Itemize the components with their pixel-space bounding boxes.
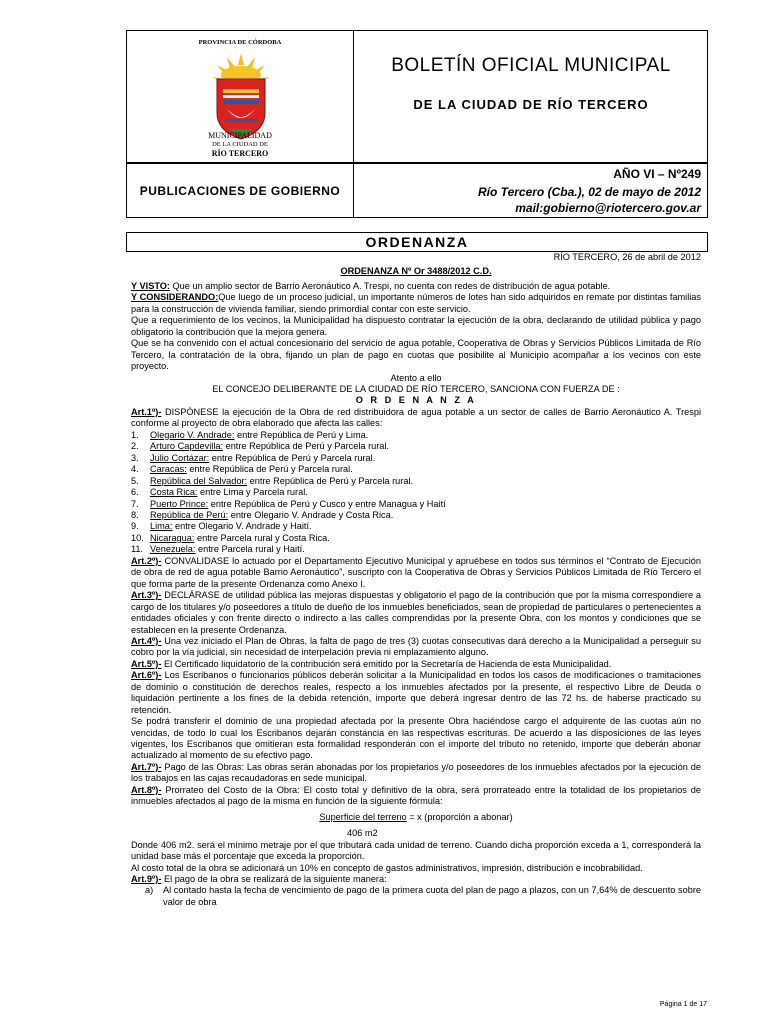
issue-number: AÑO VI – Nº249 [613, 167, 701, 181]
street-number: 5. [131, 475, 139, 486]
formula-numerator: Superficie del terreno [319, 811, 407, 822]
street-name: Caracas: [150, 464, 187, 475]
article-4 [131, 636, 701, 659]
article-3 [131, 590, 701, 636]
formula-denominator: 406 m2 [347, 828, 378, 839]
street-description: entre Parcela rural y Haití. [195, 544, 305, 555]
street-name: Costa Rica: [150, 487, 198, 498]
article-4-text: Una vez iniciado el Plan de Obras, la falta de pago de tres (3) cuotas consecutivas dará derecho a la Municipalidad a perseguir su cobro por la vía judicial, sin necesidad de interpelación previa ni emplazamiento alguno. [131, 635, 701, 658]
paragraph-transferir: Se podrá transferir el dominio de una propiedad afectada por la presente Obra haciéndose cargo el adquirente de las cuotas aún no vencidas, de todo lo cual los Escribanos dejarán constancia en las respectivas escrituras. De acuerdo a las disposiciones de las leyes vigentes, los Escribanos que omitieran esta formalidad responderán con el importe del tributo no retenido, importe que deberán abonar actualizado al momento de su efectivo pago. [131, 716, 701, 761]
street-list-item [131, 544, 701, 555]
article-4-label: Art.4º)- [131, 635, 162, 646]
publication-section: PUBLICACIONES DE GOBIERNO [139, 184, 341, 198]
street-entry [150, 521, 312, 532]
article-3-text: DECLÁRASE de utilidad pública las mejoras dispuestas y obligatorio el pago de la contribución que por la misma correspondiere a cargo de los titulares y/o poseedores a título de dueño de los inmuebles beneficiados, sean de propiedad de particulares o pertenecientes a entidades oficiales y con frente directo o indirecto a las calles comprendidas por la presente Obra, con los montos y condiciones que se establecen en la presente Ordenanza. [131, 590, 701, 635]
street-description: entre Lima y Parcela rural. [197, 487, 308, 498]
article-6 [131, 670, 701, 716]
street-number: 11. [131, 544, 144, 555]
bulletin-title: BOLETÍN OFICIAL MUNICIPAL [391, 55, 671, 76]
street-number: 9. [131, 521, 139, 532]
street-description: entre República de Perú y Parcela rural. [186, 464, 353, 475]
article-2-label: Art.2º)- [131, 555, 162, 566]
street-list-item [131, 499, 701, 510]
payment-option-a [131, 885, 701, 908]
street-entry [150, 464, 353, 475]
municipality-city-label: DE LA CIUDAD DE [212, 141, 268, 148]
article-6-label: Art.6º)- [131, 670, 162, 681]
place-date: Río Tercero (Cba.), 02 de mayo de 2012 [478, 185, 701, 199]
visto-text: Que un amplio sector de Barrio Aeronáutico A. Trespi, no cuenta con redes de distribución de agua potable. [169, 280, 611, 291]
date-line: RÍO TERCERO, 26 de abril de 2012 [553, 252, 701, 262]
ordinance-body [131, 252, 701, 908]
concejo-line: EL CONCEJO DELIBERANTE DE LA CIUDAD DE RÍO TERCERO, SANCIONA CON FUERZA DE : [212, 383, 620, 394]
article-5 [131, 659, 701, 670]
bulletin-subtitle: DE LA CIUDAD DE RÍO TERCERO [413, 97, 649, 112]
street-description: entre Olegario V. Andrade y Haití. [172, 521, 312, 532]
street-number: 2. [131, 441, 139, 452]
street-list-item [131, 521, 701, 532]
street-name: República del Salvador: [150, 475, 248, 486]
street-number: 8. [131, 509, 139, 520]
street-list-item [131, 533, 701, 544]
article-2 [131, 556, 701, 590]
street-number: 7. [131, 498, 139, 509]
street-entry [150, 453, 375, 464]
street-description: entre República de Perú y Parcela rural. [223, 441, 390, 452]
visto-paragraph [131, 281, 701, 292]
street-description: entre República de Perú y Parcela rural. [247, 475, 414, 486]
page-number: Página 1 de 17 [659, 1001, 707, 1008]
formula-rest: = x (proporción a abonar) [406, 811, 513, 822]
street-description: entre Olegario V. Andrade y Costa Rica. [228, 509, 394, 520]
article-8-text: Prorrateo del Costo de la Obra: El costo total y definitivo de la obra, será prorrateado entre la totalidad de los propietarios de inmuebles afectados al pago de la misma en función de la siguiente fórmula: [131, 784, 701, 807]
street-name: Julio Cortázar: [150, 452, 210, 463]
paragraph-costo-total: Al costo total de la obra se adicionará un 10% en concepto de gastos administrativos, impresión, distribución e incobrabilidad. [131, 862, 643, 873]
street-description: entre República de Perú y Cusco y entre Managua y Haití [208, 498, 446, 509]
street-list-item [131, 430, 701, 441]
ordinance-heading: ORDENANZA [365, 234, 469, 250]
ordenanza-subheading: O R D E N A N Z A [355, 395, 477, 406]
municipality-name-label: RÍO TERCERO [211, 149, 269, 158]
street-entry [150, 510, 393, 521]
article-5-text: El Certificado liquidatorio de la contribución será emitido por la Secretaría de Hacienda de esta Municipalidad. [161, 658, 612, 669]
street-number: 3. [131, 452, 139, 463]
street-number: 6. [131, 487, 139, 498]
street-entry [150, 441, 389, 452]
paragraph-donde: Donde 406 m2. será el mínimo metraje por el que tributará cada unidad de terreno. Cuando dicha proporción exceda a 1, corresponderá la unidad base más el porcentaje que exceda la proporción. [131, 839, 701, 862]
article-1-label: Art.1º)- [131, 406, 162, 417]
article-2-text: CONVALIDASE lo actuado por el Departamento Ejecutivo Municipal y apruébese en todos sus términos el “Contrato de Ejecución de obra de red de agua potable Barrio Aeronáutico”, suscripto con la Cooperativa de Obras y Servicios Públicos Limitada de Río Tercero el que forma parte de la presente Ordenanza como Anexo I. [131, 555, 701, 589]
municipality-label: MUNICIPALIDAD [208, 131, 272, 140]
article-8-label: Art.8º)- [131, 784, 162, 795]
considerando-paragraph [131, 292, 701, 315]
street-entry [150, 544, 305, 555]
street-number: 4. [131, 464, 139, 475]
street-list-item [131, 476, 701, 487]
street-name: Venezuela: [150, 544, 196, 555]
article-1-text: DISPÓNESE la ejecución de la Obra de red distribuidora de agua potable a un sector de calles de Barrio Aeronáutico A. Trespi conforme al proyecto de obra elaborado que afecta las calles: [131, 406, 701, 429]
atento-line: Atento a ello [390, 372, 442, 383]
ordinance-number: ORDENANZA Nº Or 3488/2012 C.D. [340, 266, 492, 277]
considerando-label: Y CONSIDERANDO: [131, 292, 219, 303]
article-9-text: El pago de la obra se realizará de la siguiente manera: [161, 874, 387, 885]
article-1 [131, 407, 701, 430]
street-name: Arturo Capdevilla: [150, 441, 224, 452]
street-name: Nicaragua: [150, 532, 195, 543]
street-list-item [131, 453, 701, 464]
contact-mail: mail:gobierno@riotercero.gov.ar [515, 201, 701, 215]
street-list [131, 430, 701, 556]
article-9 [131, 874, 701, 885]
street-description: entre República de Perú y Lima. [234, 429, 369, 440]
street-list-item [131, 487, 701, 498]
street-description: entre República de Perú y Parcela rural. [209, 452, 376, 463]
visto-label: Y VISTO: [131, 280, 170, 291]
article-5-label: Art.5º)- [131, 658, 162, 669]
formula-line [131, 812, 701, 823]
article-8 [131, 785, 701, 808]
street-entry [150, 476, 413, 487]
article-7-text: Pago de las Obras: Las obras serán abonadas por los propietarios y/o poseedores de los inmuebles afectados por la ejecución de los trabajos en las cajas recaudadoras en sede municipal. [131, 761, 701, 784]
street-list-item [131, 464, 701, 475]
paragraph-requerimiento: Que a requerimiento de los vecinos, la Municipalidad ha dispuesto contratar la ejecución de la obra, declarando de utilidad pública y pago obligatorio la contribución que la mejora genera. [131, 315, 701, 337]
street-description: entre Parcela rural y Costa Rica. [194, 532, 330, 543]
publication-divider [353, 163, 354, 217]
street-name: Olegario V. Andrade: [150, 429, 235, 440]
article-3-label: Art.3º)- [131, 590, 162, 601]
street-name: Puerto Prince: [150, 498, 209, 509]
publication-box [126, 162, 708, 218]
paragraph-convenido: Que se ha convenido con el actual concesionario del servicio de agua potable, Cooperativa de Obras y Servicios Públicos Limitada de Río Tercero, la contratación de la obra, fijando un plan de pago en cuotas que posibilite al Municipio acompañar a los vecinos con este proyecto. [131, 338, 701, 372]
payment-option-a-label: a) [145, 885, 154, 896]
street-name: Lima: [150, 521, 173, 532]
street-entry [150, 533, 330, 544]
article-6-text: Los Escribanos o funcionarios públicos deberán solicitar a la Municipalidad en todos los casos de modificaciones o tramitaciones de dominio o constitución de derechos reales, respecto a los inmuebles afectados por la presente, el respectivo Libre de Deuda o liquidación pertinente a los fines de la debida retención, importe que deberá ingresar dentro de las 72 hs. de haberse practicado su retención. [131, 670, 701, 715]
province-label: PROVINCIA DE CÓRDOBA [198, 39, 282, 46]
street-number: 1. [131, 429, 139, 440]
street-entry [150, 499, 446, 510]
street-entry [150, 430, 368, 441]
street-list-item [131, 441, 701, 452]
payment-option-a-text: Al contado hasta la fecha de vencimiento de pago de la primera cuota del plan de pago a plazos, con un 7,64% de descuento sobre valor de obra [163, 885, 701, 907]
street-number: 10. [131, 532, 144, 543]
article-9-label: Art.9º)- [131, 874, 162, 885]
considerando-text: Que luego de un proceso judicial, un importante números de lotes han sido adquiridos en remate por distintas familias para la construcción de vivienda familiar, siendo primordial contar con este servicio. [131, 292, 702, 314]
street-entry [150, 487, 308, 498]
street-list-item [131, 510, 701, 521]
street-name: República de Perú: [150, 509, 229, 520]
ordinance-heading-box [126, 232, 708, 252]
article-7-label: Art.7º)- [131, 761, 162, 772]
article-7 [131, 762, 701, 785]
header-box [126, 30, 708, 164]
